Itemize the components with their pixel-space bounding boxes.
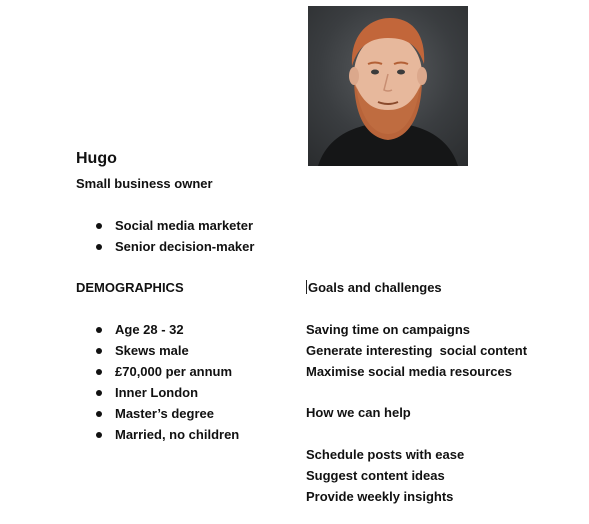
- list-item: Master’s degree: [96, 403, 239, 424]
- text-cursor-icon: [306, 280, 307, 294]
- demographics-list: [96, 319, 239, 445]
- persona-photo: [308, 6, 468, 166]
- persona-name: Hugo: [76, 150, 117, 167]
- list-item: Saving time on campaigns: [306, 322, 470, 337]
- person-portrait-icon: [308, 6, 468, 166]
- list-item: Provide weekly insights: [306, 489, 454, 504]
- persona-role: Small business owner: [76, 176, 213, 191]
- list-item: Inner London: [96, 382, 239, 403]
- list-item: Maximise social media resources: [306, 364, 512, 379]
- list-item: Skews male: [96, 340, 239, 361]
- list-item: Social media marketer: [96, 215, 254, 236]
- list-item: Senior decision-maker: [96, 236, 254, 257]
- list-item: £70,000 per annum: [96, 361, 239, 382]
- demographics-heading: DEMOGRAPHICS: [76, 280, 184, 295]
- list-item: Married, no children: [96, 424, 239, 445]
- goals-heading: Goals and challenges: [308, 280, 442, 295]
- goals-heading-row: [306, 277, 442, 298]
- list-item: Age 28 - 32: [96, 319, 239, 340]
- help-list: [306, 444, 464, 507]
- list-item: Suggest content ideas: [306, 468, 445, 483]
- persona-traits-list: [96, 215, 254, 257]
- goals-list: [306, 319, 527, 382]
- list-item: Generate interesting social content: [306, 343, 528, 358]
- help-heading: How we can help: [306, 405, 411, 420]
- list-item: Schedule posts with ease: [306, 447, 465, 462]
